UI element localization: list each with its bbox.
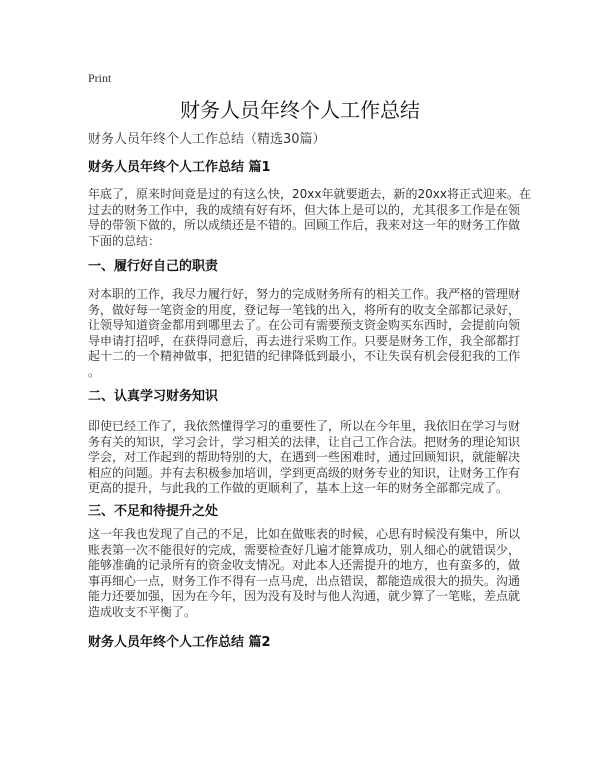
text-line: 对本职的工作，我尽力履行好，努力的完成财务所有的相关工作。我严格的管理财 — [88, 287, 521, 301]
text-line: 起十二的一个精神做事，把犯错的纪律降低到最小，不让失误有机会侵犯我的工作 — [88, 349, 521, 364]
print-link[interactable]: Print — [88, 71, 112, 85]
text-line: 。 — [88, 364, 101, 379]
document-subtitle: 财务人员年终个人工作总结（精选30篇） — [88, 132, 326, 147]
paragraph — [88, 527, 558, 621]
document-title: 财务人员年终个人工作总结 — [180, 98, 420, 122]
text-line: 即使已经工作了，我依然懂得学习的重要性了，所以在今年里，我依旧在学习与财 — [88, 419, 521, 433]
paragraph — [88, 419, 558, 497]
section-heading: 一、履行好自己的职责 — [88, 259, 219, 274]
paragraph — [88, 187, 558, 249]
text-line: 务有关的知识，学习会计，学习相关的法律，让自己工作合法。把财务的理论知识 — [88, 434, 521, 449]
text-line: 造成收支不平衡了。 — [88, 604, 197, 619]
text-line: 过去的财务工作中，我的成绩有好有坏，但大体上是可以的，尤其很多工作是在领 — [88, 202, 521, 217]
section-heading: 财务人员年终个人工作总结 篇1 — [88, 160, 271, 175]
text-line: 年底了，原来时间竟是过的有这么快，20xx年就要逝去，新的20xx将正式迎来。在 — [88, 187, 531, 201]
text-line: 导的带领下做的，所以成绩还是不错的。回顾工作后，我来对这一年的财务工作做 — [88, 218, 521, 233]
text-line: 务，做好每一笔资金的用度，登记每一笔钱的出入，将所有的收支全部都记录好， — [88, 302, 521, 317]
text-line: 事再细心一点，财务工作不得有一点马虎，出点错误，都能造成很大的损失。沟通 — [88, 573, 521, 588]
text-line: 更高的提升，与此我的工作做的更顺利了，基本上这一年的财务全部都完成了。 — [88, 481, 509, 496]
section-heading: 财务人员年终个人工作总结 篇2 — [88, 635, 271, 650]
text-line: 相应的问题。并有去积极参加培训，学到更高级的财务专业的知识，让财务工作有 — [88, 465, 521, 480]
text-line: 能够准确的记录所有的资金收支情况。对此本人还需提升的地方，也有蛮多的，做 — [88, 558, 521, 573]
text-line: 学会，对工作起到的帮助特别的大，在遇到一些困难时，通过回顾知识，就能解决 — [88, 450, 521, 465]
section-heading: 三、不足和待提升之处 — [88, 504, 219, 519]
text-line: 账表第一次不能很好的完成，需要检查好几遍才能算成功，别人细心的就错误少， — [88, 542, 521, 557]
text-line: 让领导知道资金都用到哪里去了。在公司有需要预支资金购买东西时，会提前向领 — [88, 318, 521, 333]
section-heading: 二、认真学习财务知识 — [88, 389, 219, 404]
text-line: 下面的总结： — [88, 233, 161, 248]
text-line: 这一年我也发现了自己的不足，比如在做账表的时候，心思有时候没有集中，所以 — [88, 527, 521, 541]
text-line: 导申请打招呼，在获得同意后，再去进行采购工作。只要是财务工作，我全部都打 — [88, 333, 521, 348]
text-line: 能力还要加强，因为在今年，因为没有及时与他人沟通，就少算了一笔账，差点就 — [88, 589, 521, 604]
paragraph — [88, 287, 558, 381]
